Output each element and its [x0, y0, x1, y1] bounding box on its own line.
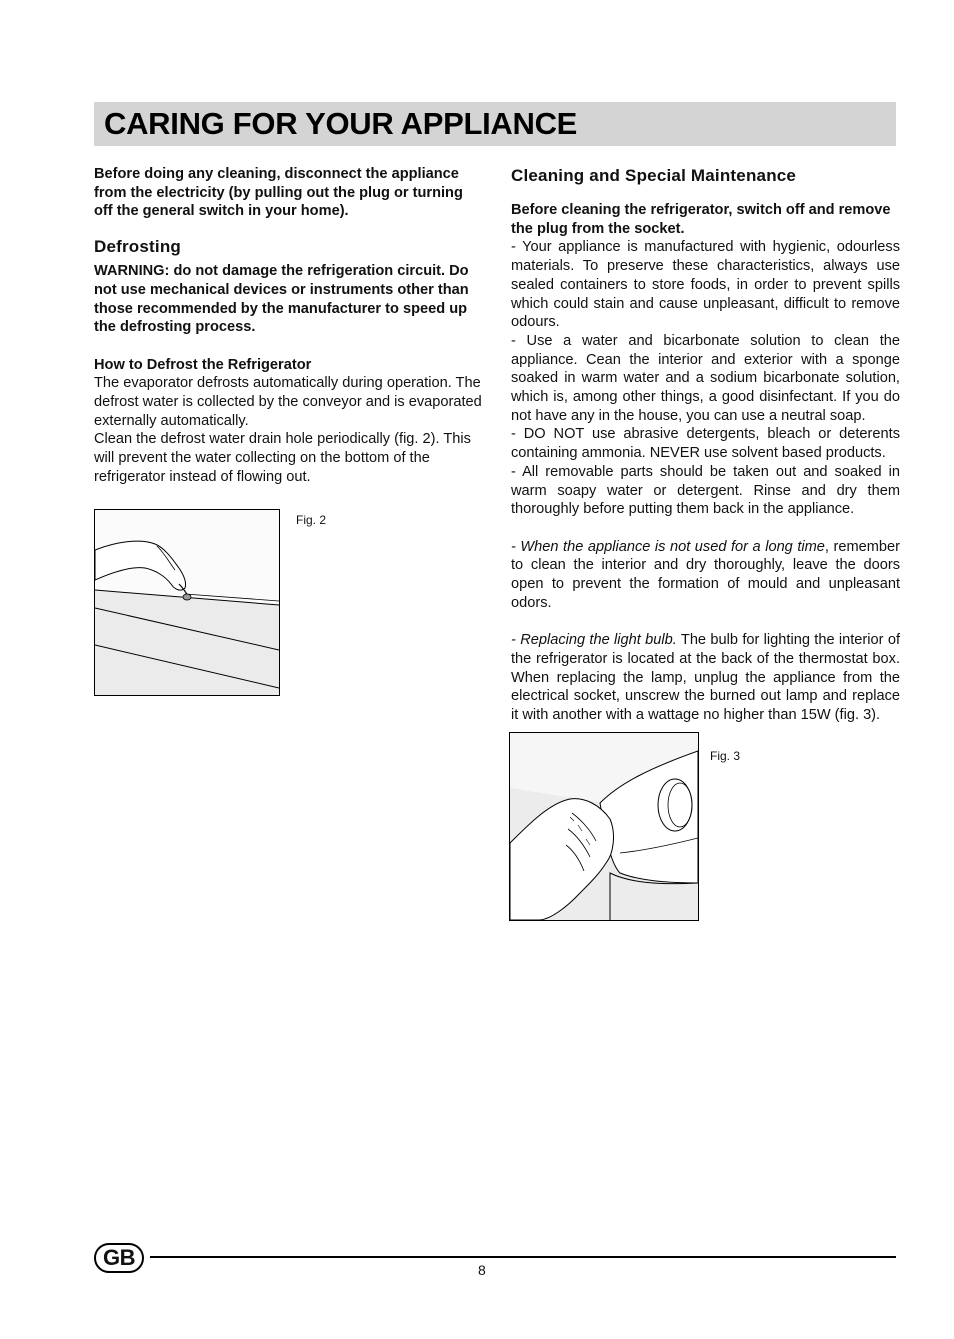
- intro-warning: Before doing any cleaning, disconnect the appliance from the electricity (by pulling out the plug or turning off the general switch in your home).: [94, 166, 463, 220]
- fig3-label: Fig. 3: [710, 749, 741, 763]
- cleaning-para-2: - Use a water and bicarbonate solution to clean the appliance. Cean the interior and exterior with a sponge soaked in warm water and a sodium bicarbonate solution, which is, among other things, a good disinfectant. If you do not have any in the house, you can use a neutral soap.: [511, 332, 900, 424]
- light-bulb-lead: - Replacing the light bulb.: [511, 632, 677, 649]
- light-bulb-text: The bulb for lighting the interior of the refrigerator is located at the back of the thermostat box. When replacing the lamp, unplug the appliance from the electrical socket, unscrew the burned out lamp and replace it with another with a wattage no higher than 15W (fig. 3).: [511, 632, 901, 723]
- title-bar: [94, 102, 896, 146]
- how-to-defrost-text-2: Clean the defrost water drain hole periodically (fig. 2). This will prevent the water collecting on the bottom of the refrigerator instead of flowing out.: [94, 431, 471, 485]
- page-number: 8: [478, 1262, 486, 1278]
- cleaning-para-5: [511, 538, 900, 613]
- long-absence-lead: - When the appliance is not used for a long time: [511, 538, 825, 555]
- footer-rule: [150, 1256, 896, 1258]
- cleaning-para-4: - All removable parts should be taken out and soaked in warm soapy water or detergent. Rinse and dry them thoroughly before putting them back in the appliance.: [511, 463, 900, 518]
- country-badge: GB: [94, 1243, 144, 1273]
- cleaning-para-6: [511, 631, 900, 725]
- fig2-image: [94, 509, 280, 696]
- how-to-defrost-heading: How to Defrost the Refrigerator: [94, 356, 312, 373]
- long-absence-text: , remember to clean the interior and dry thoroughly, leave the doors open to prevent the formation of mould and unpleasant odors.: [511, 538, 900, 611]
- right-column: [511, 165, 900, 725]
- defrost-warning: WARNING: do not damage the refrigeration circuit. Do not use mechanical devices or instruments other than those recommended by the manufacturer to speed up the defrosting process.: [94, 263, 469, 336]
- cleaning-para-3: - DO NOT use abrasive detergents, bleach or deterents containing ammonia. NEVER use solvent based products.: [511, 426, 900, 462]
- fig3-image: [509, 732, 699, 921]
- fig2-label: Fig. 2: [296, 513, 327, 527]
- defrosting-heading: Defrosting: [94, 237, 181, 257]
- cleaning-heading: Cleaning and Special Maintenance: [511, 166, 797, 185]
- left-column: [94, 165, 482, 487]
- page-title: CARING FOR YOUR APPLIANCE: [104, 106, 578, 141]
- cleaning-para-1: - Your appliance is manufactured with hygienic, odourless materials. To preserve these characteristics, always use sealed containers to store foods, in order to prevent spills which could stain and cause unpleasant, difficult to remove odours.: [511, 239, 900, 331]
- cleaning-before-note: Before cleaning the refrigerator, switch off and remove the plug from the socket.: [511, 202, 891, 237]
- how-to-defrost-text-1: The evaporator defrosts automatically during operation. The defrost water is collected by the conveyor and is evaporated externally automatically.: [94, 375, 482, 429]
